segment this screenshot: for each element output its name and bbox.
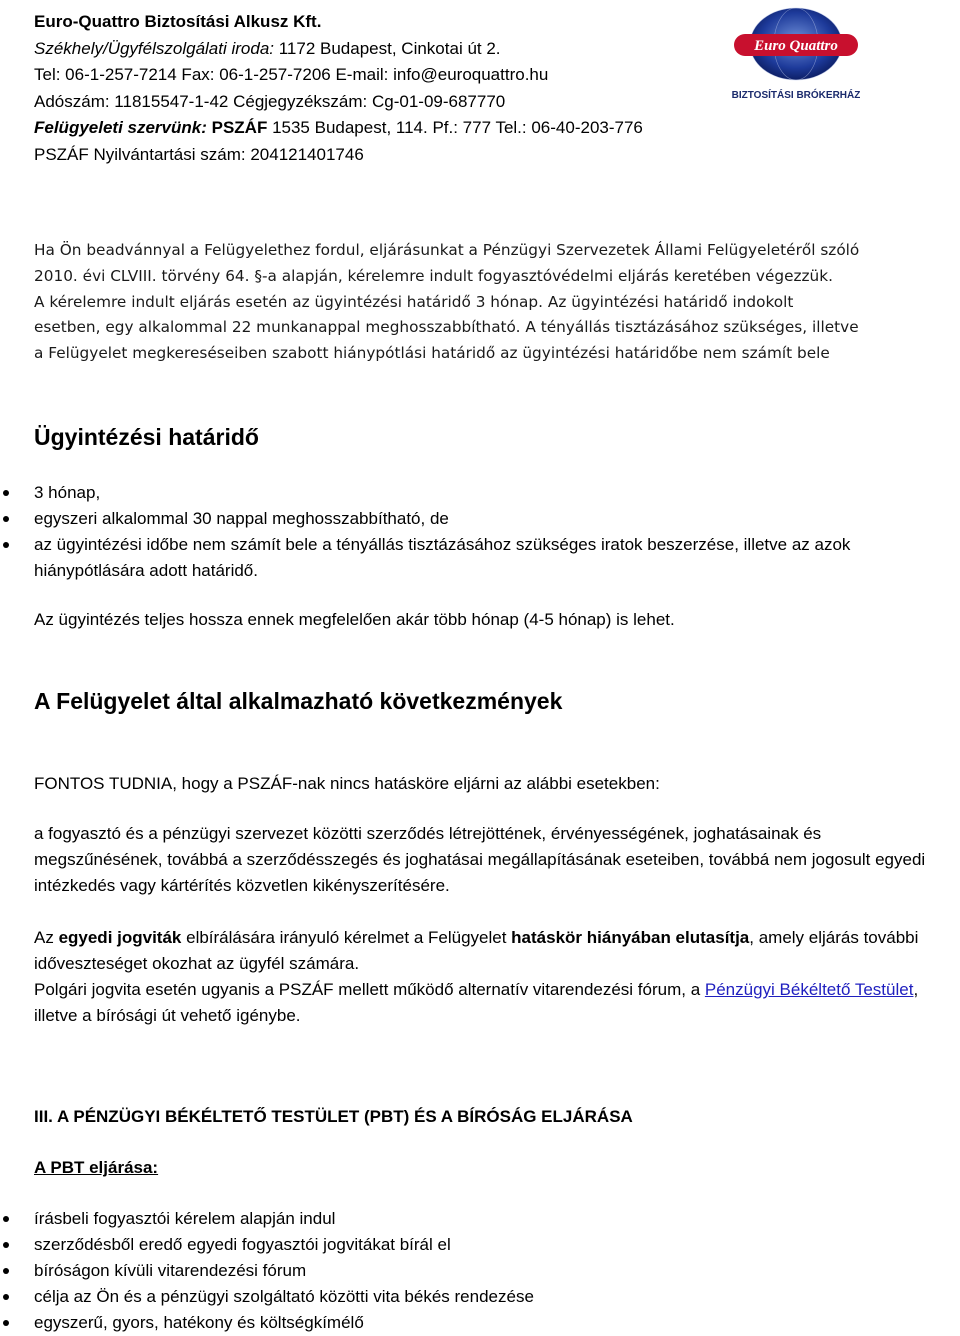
svg-text:BIZTOSÍTÁSI BRÓKERHÁZ: BIZTOSÍTÁSI BRÓKERHÁZ <box>732 90 860 101</box>
supervisor-label: Felügyeleti szervünk: <box>34 118 207 138</box>
text-span: Az <box>34 928 59 947</box>
company-name: Euro-Quattro Biztosítási Alkusz Kft. <box>34 12 322 31</box>
office-address <box>34 36 734 63</box>
text-span: Polgári jogvita esetén ugyanis a PSZÁF mellett működő alternatív vitarendezési fórum, a <box>34 980 705 999</box>
supervisor-value: 1535 Budapest, 114. Pf.: 777 Tel.: 06-40-203-776 <box>267 118 643 138</box>
intro-line: A kérelemre indult eljárás esetén az ügyintézési határidő 3 hónap. Az ügyintézési határidő indokolt <box>34 292 794 311</box>
deadline-heading: Ügyintézési határidő <box>34 424 259 450</box>
important-notice: FONTOS TUDNIA, hogy a PSZÁF-nak nincs hatásköre eljárni az alábbi esetekben: <box>34 774 660 793</box>
contact-info: Tel: 06-1-257-7214 Fax: 06-1-257-7206 E-mail: info@euroquattro.hu <box>34 65 549 85</box>
text-span: elbírálására irányuló kérelmet a Felügyelet <box>181 928 512 947</box>
office-value: 1172 Budapest, Cinkotai út 2. <box>274 38 501 58</box>
pbt-list <box>0 1206 960 1336</box>
list-item: 3 hónap, <box>0 480 960 506</box>
list-item: bíróságon kívüli vitarendezési fórum <box>0 1258 960 1284</box>
deadline-list <box>0 480 960 584</box>
supervisor-bold: PSZÁF <box>206 118 268 138</box>
office-label: Székhely/Ügyfélszolgálati iroda: <box>34 38 275 58</box>
list-item: írásbeli fogyasztói kérelem alapján indul <box>0 1206 960 1232</box>
jurisdiction-paragraph <box>34 925 960 1029</box>
supervisor-info <box>34 115 734 142</box>
svg-text:Euro Quattro: Euro Quattro <box>754 38 838 54</box>
list-item: egyszeri alkalommal 30 nappal meghosszabbítható, de <box>0 506 960 532</box>
list-item: szerződésből eredő egyedi fogyasztói jogvitákat bírál el <box>0 1232 960 1258</box>
text-span: , illetve a bírósági út vehető igénybe. <box>34 980 919 1025</box>
cases-paragraph: a fogyasztó és a pénzügyi szervezet közötti szerződés létrejöttének, érvényességének, joghatásainak és megszűnésének, továbbá a szerződésszegés és joghatásai megállapításának eseteiben, továbbá nem jogosult egyedi intézkedés vagy kártérítés közvetlen kikényszerítésére. <box>34 824 926 895</box>
list-item: egyszerű, gyors, hatékony és költségkímélő <box>0 1310 960 1336</box>
intro-line: 2010. évi CLVIII. törvény 64. §-a alapján, kérelemre indult fogyasztóvédelmi eljárás keretében végezzük. <box>34 266 833 285</box>
section3-heading: III. A PÉNZÜGYI BÉKÉLTETŐ TESTÜLET (PBT) ÉS A BÍRÓSÁG ELJÁRÁSA <box>34 1107 633 1126</box>
euro-quattro-logo <box>732 6 860 104</box>
tax-info: Adószám: 11815547-1-42 Cégjegyzékszám: Cg-01-09-687770 <box>34 91 506 111</box>
intro-line: esetben, egy alkalommal 22 munkanappal meghosszabbítható. A tényállás tisztázásához szükséges, illetve <box>34 318 859 337</box>
bold-span: hatáskör hiányában elutasítja <box>511 928 750 947</box>
list-item: az ügyintézési időbe nem számít bele a tényállás tisztázásához szükséges iratok beszerzése, illetve az azok hiánypótlására adott határidő. <box>0 532 960 584</box>
registry-number: PSZÁF Nyilvántartási szám: 204121401746 <box>34 144 364 164</box>
pbt-subheading: A PBT eljárása: <box>34 1158 159 1177</box>
text-span: , amely eljárás további időveszteséget okozhat az ügyfél számára. <box>34 928 919 973</box>
list-item: célja az Ön és a pénzügyi szolgáltató közötti vita békés rendezése <box>0 1284 960 1310</box>
consequences-heading: A Felügyelet által alkalmazható következmények <box>34 688 563 714</box>
pbt-link[interactable]: Pénzügyi Békéltető Testület <box>704 980 914 999</box>
intro-line: Ha Ön beadvánnyal a Felügyelethez fordul, eljárásunkat a Pénzügyi Szervezetek Állami Felügyeletéről szóló <box>34 241 860 259</box>
bold-span: egyedi jogviták <box>58 928 182 947</box>
deadline-note: Az ügyintézés teljes hossza ennek megfelelően akár több hónap (4-5 hónap) is lehet. <box>34 610 675 629</box>
intro-line: a Felügyelet megkereséseiben szabott hiánypótlási határidő az ügyintézési határidőbe nem számít bele <box>34 344 830 363</box>
intro-paragraph <box>34 238 960 367</box>
company-header <box>34 9 734 169</box>
